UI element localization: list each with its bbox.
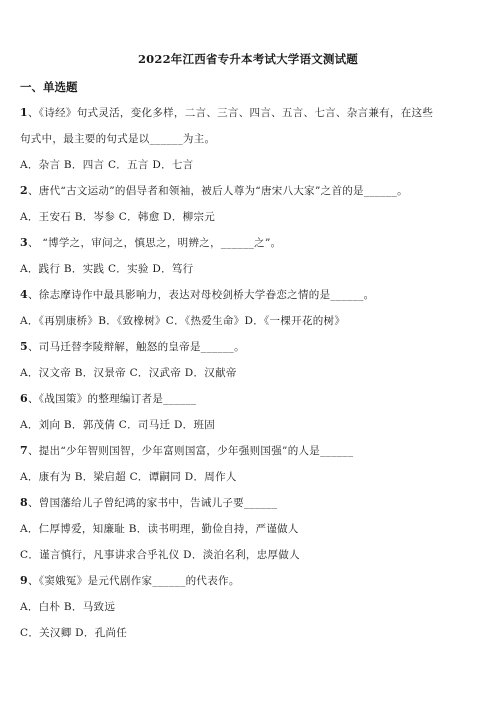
options-text: A．仁厚博爱，知廉耻 B．读书明理，勤俭自持，严谨做人 (20, 523, 299, 535)
question-7-options (20, 469, 237, 484)
question-5-options (20, 365, 237, 380)
question-6 (20, 391, 196, 406)
question-text: 、《诗经》句式灵活，变化多样，二言、三言、四言、五言、七言、杂言兼有，在这些 (27, 107, 434, 119)
question-2-options (20, 209, 215, 224)
question-text: 、提出“少年智则国智，少年富则国富，少年强则国强”的人是______ (27, 445, 354, 457)
options-text: A．王安石 B．岑参 C．韩愈 D．柳宗元 (20, 211, 216, 223)
question-2 (20, 183, 408, 198)
question-1-line-1 (20, 105, 433, 120)
question-9-options-line-2 (20, 625, 127, 640)
options-text: C．谨言慎行，凡事讲求合乎礼仪 D．淡泊名利，忠厚做人 (20, 549, 300, 561)
document-title: 2022年江西省专升本考试大学语文测试题 (137, 52, 358, 66)
question-number: 9 (20, 574, 28, 587)
question-text: 句式中，最主要的句式是以______为主。 (20, 133, 216, 145)
options-text: A．杂言 B．四言 C．五言 D．七言 (20, 159, 194, 171)
question-text: 、唐代“古文运动”的倡导者和领袖，被后人尊为“唐宋八大家”之首的是______。 (27, 185, 408, 197)
question-3-options (20, 261, 193, 276)
question-9-options-line-1 (20, 599, 115, 614)
question-number: 2 (20, 184, 28, 197)
options-text: A．践行 B．实践 C．实验 D．笃行 (20, 263, 194, 275)
question-number: 6 (20, 392, 28, 405)
question-number: 1 (20, 106, 28, 119)
options-text: A．白朴 B．马致远 (20, 601, 116, 613)
options-text: A．康有为 B．梁启超 C．谭嗣同 D．周作人 (20, 471, 237, 483)
question-number: 5 (20, 340, 28, 353)
question-8-options-line-1 (20, 521, 299, 536)
question-text: 、徐志摩诗作中最具影响力，表达对母校剑桥大学眷恋之情的是______。 (27, 289, 375, 301)
question-6-options (20, 417, 215, 432)
options-text: C．关汉卿 D．孔尚任 (20, 627, 128, 639)
question-9 (20, 573, 240, 588)
question-number: 4 (20, 288, 28, 301)
question-1-line-2 (20, 131, 215, 146)
question-5 (20, 339, 245, 354)
section-heading: 一、单选题 (20, 80, 78, 94)
question-text: 、司马迁替李陵辩解，触怒的皇帝是______。 (27, 341, 245, 353)
question-text: 、曾国藩给儿子曾纪鸿的家书中，告诫儿子要______ (27, 497, 278, 509)
question-4 (20, 287, 374, 302)
question-8-options-line-2 (20, 547, 300, 562)
question-3 (20, 235, 281, 250)
question-number: 3 (20, 236, 28, 249)
question-7 (20, 443, 353, 458)
question-text: 、 “博学之，审问之，慎思之，明辨之，______之”。 (27, 237, 282, 249)
question-number: 7 (20, 444, 28, 457)
question-number: 8 (20, 496, 28, 509)
options-text: A．《再别康桥》B．《致橡树》C．《热爱生命》D．《一棵开花的树》 (20, 315, 346, 327)
question-text: 、《战国策》的整理编订者是______ (27, 393, 197, 405)
options-text: A．刘向 B．郭茂倩 C．司马迁 D．班固 (20, 419, 216, 431)
question-text: 、《窦娥冤》是元代剧作家______的代表作。 (27, 575, 240, 587)
question-8 (20, 495, 277, 510)
question-1-options (20, 157, 193, 172)
question-4-options (20, 313, 345, 328)
options-text: A．汉文帝 B．汉景帝 C．汉武帝 D．汉献帝 (20, 367, 237, 379)
